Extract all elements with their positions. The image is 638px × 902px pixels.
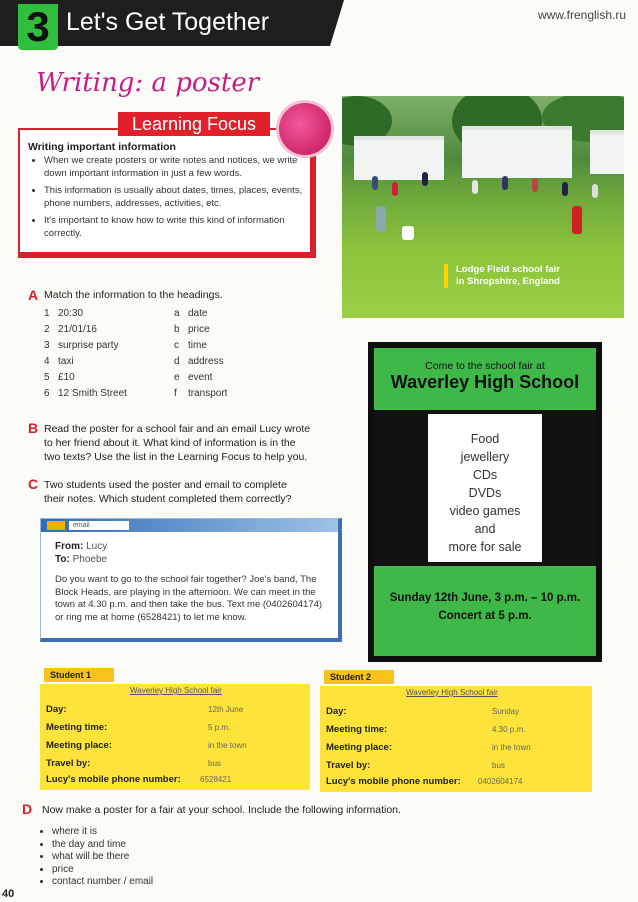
photo-caption — [444, 264, 586, 288]
field-label: Travel by: — [326, 760, 371, 771]
poster-school-name: Waverley High School — [390, 372, 580, 392]
student-1-notes — [40, 668, 310, 790]
field-value: 4.30 p.m. — [492, 725, 526, 734]
student-label: Student 2 — [324, 670, 394, 684]
field-label: Lucy's mobile phone number: — [326, 776, 461, 787]
exercise-letter: D — [22, 801, 33, 817]
field-value: bus — [208, 759, 221, 768]
field-value: bus — [492, 761, 505, 770]
list-item: • price — [52, 864, 153, 877]
exercise-letter: C — [28, 476, 39, 492]
field-label: Travel by: — [46, 758, 91, 769]
poster-date-time: Sunday 12th June, 3 p.m. – 10 p.m. — [389, 592, 581, 604]
field-label: Meeting place: — [46, 740, 112, 751]
email-window — [40, 518, 342, 642]
caption-line: in Shropshire, England — [456, 276, 560, 287]
field-value: 6528421 — [200, 775, 232, 784]
website-url: www.frenglish.ru — [537, 8, 626, 22]
poster-concert: Concert at 5 p.m. — [438, 610, 532, 622]
learning-focus-list — [30, 155, 316, 245]
exercise-instruction: Now make a poster for a fair at your school. Include the following information. — [42, 804, 401, 816]
list-item: 2 21/01/16 — [44, 324, 97, 335]
student-2-notes — [320, 670, 592, 792]
list-item: 4 taxi — [44, 356, 74, 367]
section-title: Writing: a poster — [36, 68, 260, 98]
list-item: 5 £10 — [44, 372, 75, 383]
field-label: Day: — [46, 704, 67, 715]
field-value: Sunday — [492, 707, 520, 716]
field-label: Meeting time: — [326, 724, 388, 735]
poster-requirements-list — [40, 826, 153, 889]
list-item: • what will be there — [52, 851, 153, 864]
field-label: Meeting time: — [46, 722, 108, 733]
page-number: 40 — [2, 888, 15, 900]
field-value: in the town — [208, 741, 247, 750]
learning-focus-tab: Learning Focus — [118, 112, 270, 136]
list-item: d address — [174, 356, 224, 367]
list-item: • It's important to know how to write this kind of information correctly. — [44, 215, 316, 240]
email-body: Do you want to go to the school fair together? Joe's band, The Block Heads, are playing in the afternoon. We can meet in the town at 4.30 p.m. and then take the bus. Text me (0402604174) or ring me at home (6528421) to let me know. — [55, 574, 323, 623]
field-value: in the town — [492, 743, 531, 752]
field-label: Meeting place: — [326, 742, 392, 753]
pen-icon — [276, 100, 334, 158]
list-item: • When we create posters or write notes and notices, we write down important information in just a few words. — [44, 155, 316, 180]
field-label: Lucy's mobile phone number: — [46, 774, 181, 785]
student-label: Student 1 — [44, 668, 114, 682]
list-item: f transport — [174, 388, 228, 399]
exercise-instruction: Read the poster for a school fair and an email Lucy wrote to her friend about it. What kind of information is in the two texts? Use the list in the Learning Focus to help you. — [44, 423, 311, 463]
email-to: To: Phoebe — [55, 554, 108, 565]
exercise-letter: B — [28, 420, 39, 436]
list-item: a date — [174, 308, 208, 319]
poster-items: Food jewellery CDs DVDs video games and more for sale — [448, 432, 522, 554]
unit-title: Let's Get Together — [66, 8, 270, 36]
exercise-letter: A — [28, 287, 39, 303]
email-from: From: Lucy — [55, 541, 108, 552]
list-item: e event — [174, 372, 213, 383]
caption-line: Lodge Field school fair — [456, 264, 560, 275]
poster-intro: Come to the school fair at — [425, 360, 545, 372]
list-item: • contact number / email — [52, 876, 153, 889]
list-item: • where it is — [52, 826, 153, 839]
unit-number: 3 — [18, 4, 58, 50]
email-tab: email — [69, 521, 129, 530]
notes-title: Waverley High School fair — [406, 688, 498, 697]
exercise-instruction: Match the information to the headings. — [44, 289, 223, 301]
match-items — [44, 306, 127, 402]
field-value: 5 p.m. — [208, 723, 231, 732]
list-item: • This information is usually about dates, times, places, events, phone numbers, addresses, activities, etc. — [44, 185, 316, 210]
notes-title: Waverley High School fair — [130, 686, 222, 695]
list-item: 1 20:30 — [44, 308, 84, 319]
field-value: 12th June — [208, 705, 244, 714]
field-value: 0402604174 — [478, 777, 523, 786]
list-item: 6 12 Smith Street — [44, 388, 127, 399]
email-icon — [47, 521, 65, 530]
field-label: Day: — [326, 706, 347, 717]
learning-focus-heading: Writing important information — [28, 141, 176, 153]
list-item: 3 surprise party — [44, 340, 119, 351]
list-item: • the day and time — [52, 839, 153, 852]
list-item: c time — [174, 340, 207, 351]
school-fair-poster — [368, 342, 602, 662]
list-item: b price — [174, 324, 210, 335]
match-headings — [174, 306, 227, 402]
exercise-instruction: Two students used the poster and email to complete their notes. Which student completed them correctly? — [44, 479, 292, 505]
